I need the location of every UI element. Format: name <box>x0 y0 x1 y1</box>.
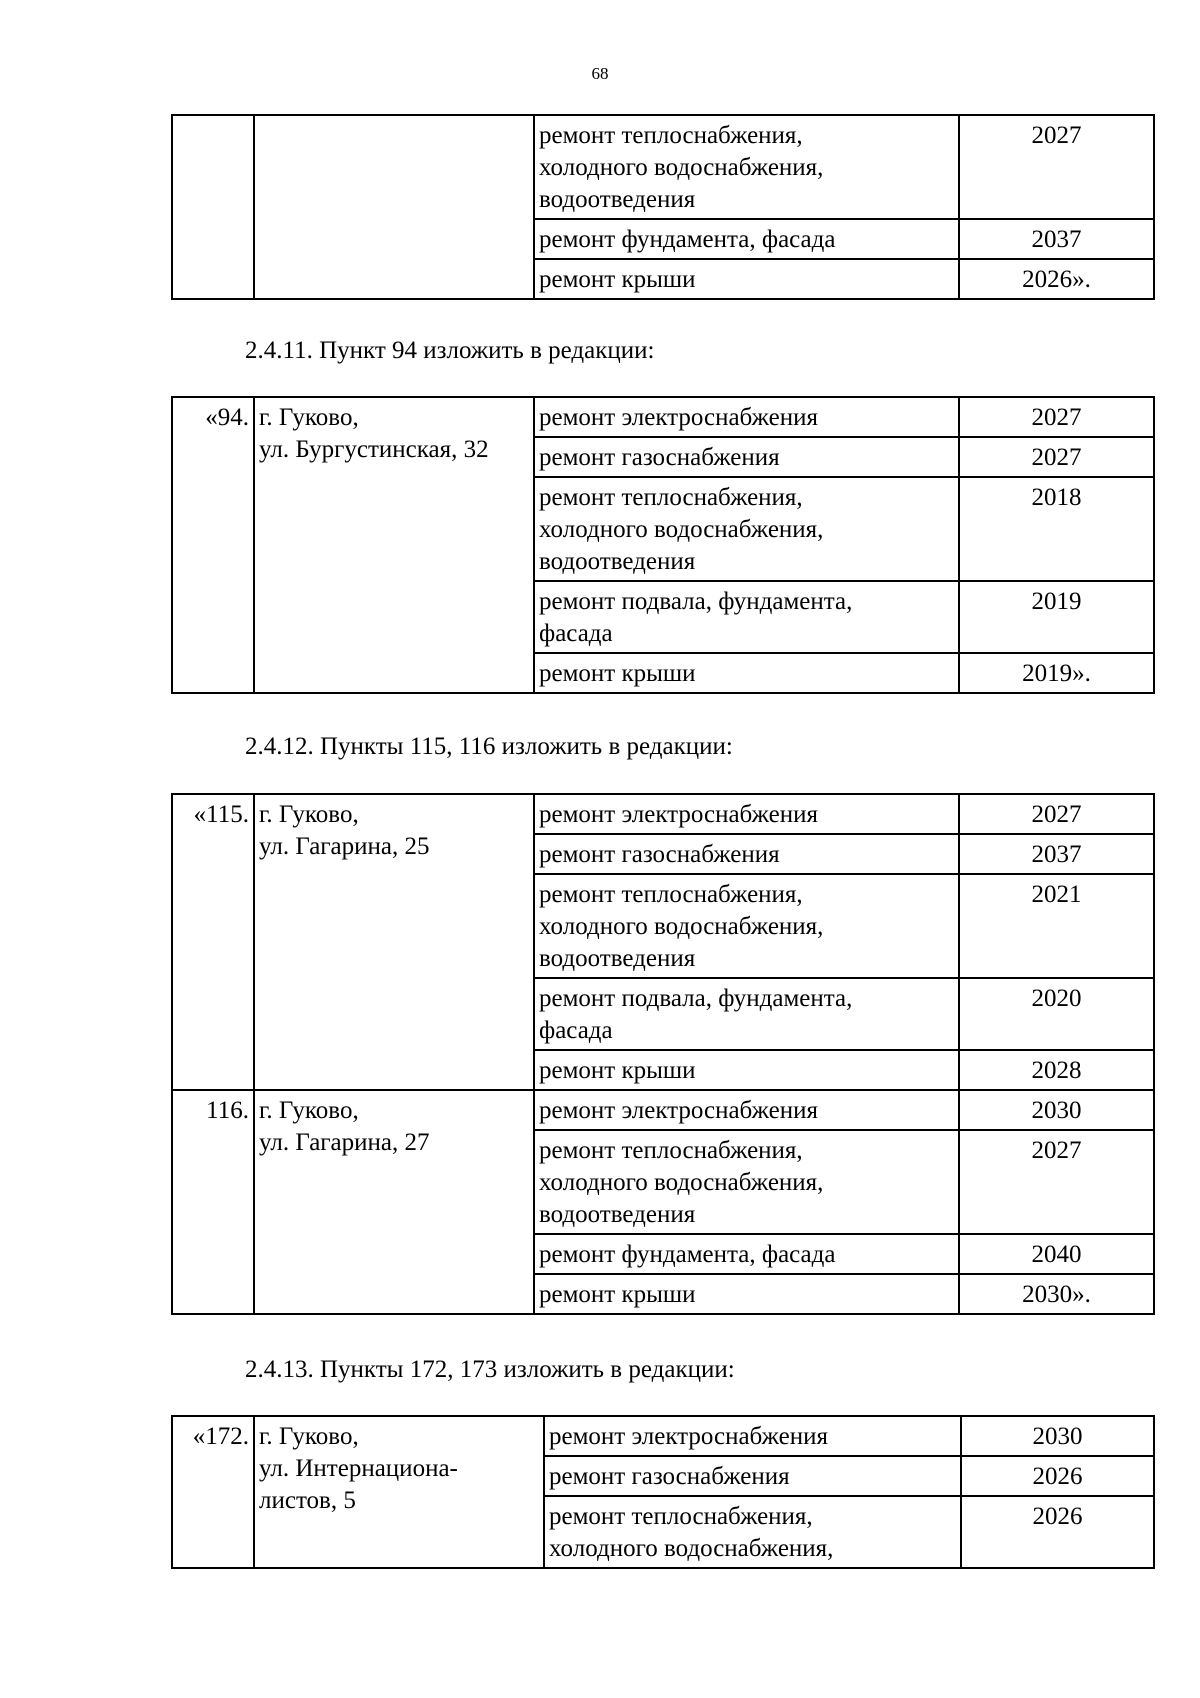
cell-line: фасада <box>539 1017 613 1044</box>
year-cell: 2027 <box>959 794 1154 834</box>
item-number-cell: 116. <box>172 1090 254 1314</box>
cell-line: листов, 5 <box>259 1487 356 1514</box>
cell-line: водоотведения <box>539 1201 696 1228</box>
table-body <box>172 794 1154 1314</box>
cell-line: ремонт теплоснабжения, <box>549 1503 813 1530</box>
cell-line: ремонт подвала, фундамента, <box>539 985 853 1012</box>
cell-line: ремонт крыши <box>539 1057 696 1084</box>
cell-line: ремонт теплоснабжения, <box>539 881 803 908</box>
work-type-cell <box>534 437 959 477</box>
address-cell <box>254 397 534 693</box>
cell-line: водоотведения <box>539 945 696 972</box>
year-cell: 2030 <box>959 1090 1154 1130</box>
table-row <box>172 1090 1154 1130</box>
table-row <box>172 115 1154 219</box>
cell-line: холодного водоснабжения, <box>539 154 824 181</box>
table-row <box>172 794 1154 834</box>
cell-line: ул. Бургустинская, 32 <box>259 436 489 463</box>
year-cell: 2019». <box>959 653 1154 693</box>
address-cell <box>254 1090 534 1314</box>
cell-line: г. Гуково, <box>259 404 359 431</box>
cell-line: ремонт крыши <box>539 660 696 687</box>
year-cell: 2040 <box>959 1234 1154 1274</box>
cell-line: г. Гуково, <box>259 1423 359 1450</box>
work-type-cell <box>534 1050 959 1090</box>
cell-line: ремонт электроснабжения <box>539 801 818 828</box>
address-cell <box>254 1416 544 1568</box>
cell-line: холодного водоснабжения, <box>539 913 824 940</box>
work-type-cell <box>534 1234 959 1274</box>
work-type-cell <box>544 1456 961 1496</box>
table-body <box>172 1416 1154 1568</box>
work-type-cell <box>534 581 959 653</box>
year-cell: 2020 <box>959 978 1154 1050</box>
table-body <box>172 115 1154 299</box>
cell-line: холодного водоснабжения, <box>549 1535 834 1562</box>
section-heading-2-4-13: 2.4.13. Пункты 172, 173 изложить в редакции: <box>245 1356 735 1383</box>
year-cell: 2028 <box>959 1050 1154 1090</box>
cell-line: ремонт фундамента, фасада <box>539 226 836 253</box>
year-cell: 2019 <box>959 581 1154 653</box>
repair-table-continued <box>171 114 1155 300</box>
item-number-cell <box>172 115 254 299</box>
cell-line: фасада <box>539 620 613 647</box>
year-cell: 2021 <box>959 874 1154 978</box>
year-cell: 2030». <box>959 1274 1154 1314</box>
work-type-cell <box>534 1130 959 1234</box>
cell-line: ремонт газоснабжения <box>539 444 780 471</box>
work-type-cell <box>534 115 959 219</box>
year-cell: 2018 <box>959 477 1154 581</box>
year-cell: 2026 <box>961 1456 1154 1496</box>
table-row <box>172 1416 1154 1456</box>
work-type-cell <box>534 653 959 693</box>
cell-line: ул. Гагарина, 27 <box>259 1129 430 1156</box>
cell-line: ремонт газоснабжения <box>539 841 780 868</box>
year-cell: 2037 <box>959 834 1154 874</box>
cell-line: г. Гуково, <box>259 801 359 828</box>
year-cell: 2037 <box>959 219 1154 259</box>
work-type-cell <box>544 1496 961 1568</box>
cell-line: водоотведения <box>539 548 696 575</box>
year-cell: 2026». <box>959 259 1154 299</box>
repair-table-items-115-116 <box>171 793 1155 1315</box>
year-cell: 2027 <box>959 397 1154 437</box>
year-cell: 2026 <box>961 1496 1154 1568</box>
work-type-cell <box>534 978 959 1050</box>
cell-line: ремонт теплоснабжения, <box>539 484 803 511</box>
repair-table-item-94 <box>171 396 1155 694</box>
address-cell <box>254 794 534 1090</box>
work-type-cell <box>544 1416 961 1456</box>
repair-table-items-172-173 <box>171 1415 1155 1569</box>
cell-line: водоотведения <box>539 186 696 213</box>
cell-line: ремонт газоснабжения <box>549 1463 790 1490</box>
cell-line: ремонт крыши <box>539 1281 696 1308</box>
year-cell: 2030 <box>961 1416 1154 1456</box>
section-heading-2-4-12: 2.4.12. Пункты 115, 116 изложить в редакции: <box>245 733 733 760</box>
table-body <box>172 397 1154 693</box>
page-number: 68 <box>591 64 609 83</box>
cell-line: холодного водоснабжения, <box>539 1169 824 1196</box>
work-type-cell <box>534 874 959 978</box>
year-cell: 2027 <box>959 437 1154 477</box>
cell-line: ремонт подвала, фундамента, <box>539 588 853 615</box>
work-type-cell <box>534 259 959 299</box>
year-cell: 2027 <box>959 1130 1154 1234</box>
work-type-cell <box>534 834 959 874</box>
cell-line: ремонт теплоснабжения, <box>539 122 803 149</box>
item-number-cell: «172. <box>172 1416 254 1568</box>
cell-line: ул. Интернациона- <box>259 1455 458 1482</box>
cell-line: ремонт крыши <box>539 266 696 293</box>
work-type-cell <box>534 794 959 834</box>
year-cell: 2027 <box>959 115 1154 219</box>
work-type-cell <box>534 1090 959 1130</box>
cell-line: ремонт электроснабжения <box>539 1097 818 1124</box>
cell-line: ремонт теплоснабжения, <box>539 1137 803 1164</box>
work-type-cell <box>534 1274 959 1314</box>
work-type-cell <box>534 219 959 259</box>
section-heading-2-4-11: 2.4.11. Пункт 94 изложить в редакции: <box>245 337 655 364</box>
cell-line: ремонт электроснабжения <box>549 1423 828 1450</box>
cell-line: ремонт фундамента, фасада <box>539 1241 836 1268</box>
item-number-cell: «94. <box>172 397 254 693</box>
address-cell <box>254 115 534 299</box>
work-type-cell <box>534 397 959 437</box>
cell-line: ремонт электроснабжения <box>539 404 818 431</box>
cell-line: ул. Гагарина, 25 <box>259 833 430 860</box>
item-number-cell: «115. <box>172 794 254 1090</box>
cell-line: г. Гуково, <box>259 1097 359 1124</box>
table-row <box>172 397 1154 437</box>
work-type-cell <box>534 477 959 581</box>
cell-line: холодного водоснабжения, <box>539 516 824 543</box>
